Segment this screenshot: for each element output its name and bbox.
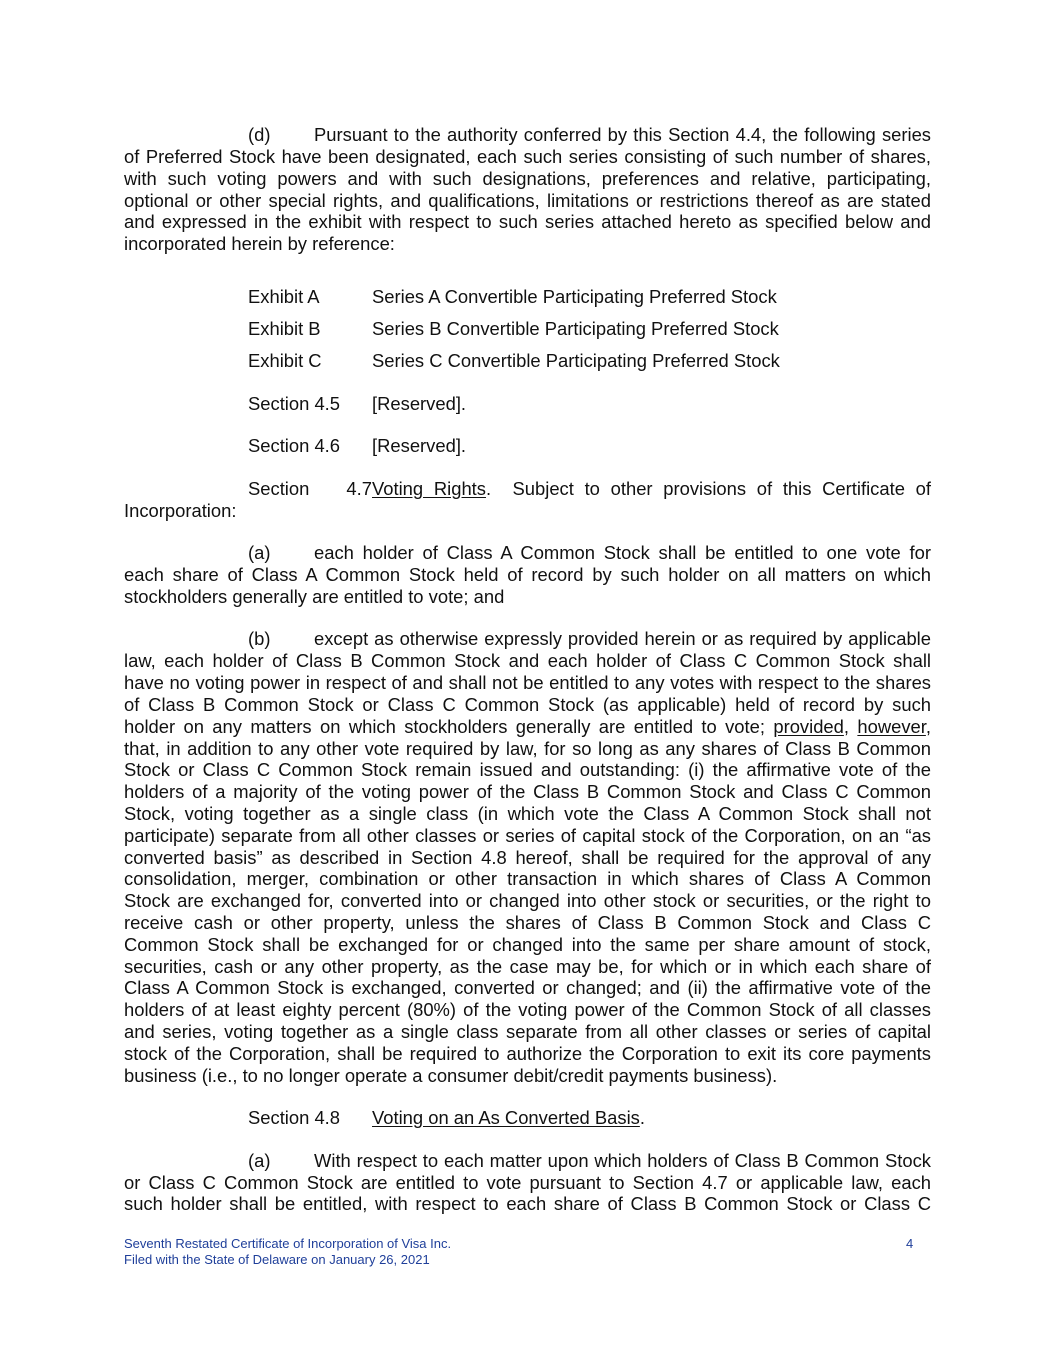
para-d-line-5: and expressed in the exhibit with respect to such series attached hereto as specified below and bbox=[124, 211, 931, 232]
exhibit-row bbox=[248, 286, 931, 308]
para-d-line-6: incorporated herein by reference: bbox=[124, 233, 395, 254]
para-b-line: law, each holder of Class B Common Stock and each holder of Class C Common Stock shall bbox=[124, 650, 931, 671]
para-d-line-3: with such voting powers and with such designations, preferences and relative, participating, bbox=[124, 168, 931, 189]
para-b-line: Stock are exchanged for, converted into or changed into other stock or securities, or the right to bbox=[124, 890, 931, 911]
para-a-line-2: each share of Class A Common Stock held of record by such holder on all matters on which bbox=[124, 564, 931, 585]
section-4-8-label: Section 4.8 bbox=[248, 1107, 341, 1128]
section-4-6: Section 4.6 [Reserved]. bbox=[248, 435, 467, 456]
para-d-line-1: (d) Pursuant to the authority conferred by this Section 4.4, the following series bbox=[248, 124, 931, 145]
para-b-line: of Class B Common Stock or Class C Common Stock (as applicable) held of record by such bbox=[124, 694, 931, 715]
para-b-line: Stock, voting together as a single class (in which vote the Class A Common Stock shall not bbox=[124, 803, 931, 824]
footer-filing-date: Filed with the State of Delaware on January 26, 2021 bbox=[124, 1252, 430, 1267]
para-b-line: have no voting power in respect of and shall not be entitled to any votes with respect to the shares bbox=[124, 672, 931, 693]
para-4-8-a-line-2: or Class C Common Stock are entitled to vote pursuant to Section 4.7 or applicable law, each bbox=[124, 1172, 931, 1193]
exhibit-label: Exhibit A bbox=[248, 286, 320, 307]
para-b-line: participate) separate from all other classes or series of capital stock of the Corporation, on an “as bbox=[124, 825, 931, 846]
para-b-line: receive cash or other property, unless the shares of Class B Common Stock and Class C bbox=[124, 912, 931, 933]
para-a-label: (a) bbox=[248, 542, 271, 563]
para-4-8-a-line-3: such holder shall be entitled, with respect to each share of Class B Common Stock or Class C bbox=[124, 1193, 931, 1214]
para-4-8-a-label: (a) bbox=[248, 1150, 271, 1171]
para-b-line-provided: holder on any matters on which stockholders generally are entitled to vote; provided, however, bbox=[124, 716, 931, 737]
para-b-line: stock of the Corporation, shall be required to authorize the Corporation to exit its core payments bbox=[124, 1043, 931, 1064]
exhibit-row bbox=[248, 318, 931, 340]
para-a-line-1: (a) each holder of Class A Common Stock shall be entitled to one vote for bbox=[248, 542, 931, 563]
section-4-7-line-2: Incorporation: bbox=[124, 500, 237, 521]
exhibit-row bbox=[248, 350, 931, 372]
para-b-line: Class A Common Stock is exchanged, converted or changed; and (ii) the affirmative vote of the bbox=[124, 977, 931, 998]
para-b-line: converted basis” as described in Section 4.8 hereof, shall be required for the approval of any bbox=[124, 847, 931, 868]
however-term: however bbox=[857, 716, 926, 737]
para-b-line: Common Stock shall be exchanged for or changed into the same per share amount of stock, bbox=[124, 934, 931, 955]
para-b-line: and series, voting together as a single class separate from all other classes or series of capital bbox=[124, 1021, 931, 1042]
exhibit-text: Series C Convertible Participating Preferred Stock bbox=[372, 350, 780, 371]
section-4-7-label: Section 4.7 bbox=[248, 478, 372, 499]
para-b-line-1: (b) except as otherwise expressly provided herein or as required by applicable bbox=[248, 628, 931, 649]
para-b-label: (b) bbox=[248, 628, 271, 649]
page-number: 4 bbox=[906, 1236, 914, 1251]
para-4-8-a-line-1: (a) With respect to each matter upon which holders of Class B Common Stock bbox=[248, 1150, 931, 1171]
para-b-line: consolidation, merger, combination or other transaction in which shares of Class A Common bbox=[124, 868, 931, 889]
exhibit-text: Series B Convertible Participating Preferred Stock bbox=[372, 318, 779, 339]
para-b-line: holders of a majority of the voting power of the Class B Common Stock and Class C Common bbox=[124, 781, 931, 802]
para-d-label: (d) bbox=[248, 124, 271, 145]
para-b-line: that, in addition to any other vote required by law, for so long as any shares of Class B Common bbox=[124, 738, 931, 759]
section-4-8-heading: Voting on an As Converted Basis bbox=[372, 1107, 640, 1128]
section-4-7-heading-line: Section 4.7Voting Rights. Subject to other provisions of this Certificate of bbox=[248, 478, 931, 499]
exhibit-text: Series A Convertible Participating Preferred Stock bbox=[372, 286, 777, 307]
footer-title: Seventh Restated Certificate of Incorporation of Visa Inc. bbox=[124, 1236, 452, 1251]
section-4-8-heading-line: Section 4.8 Voting on an As Converted Basis. bbox=[248, 1107, 645, 1128]
provided-term: provided bbox=[773, 716, 844, 737]
para-a-line-3: stockholders generally are entitled to vote; and bbox=[124, 586, 505, 607]
para-b-line: securities, cash or any other property, as the case may be, for which or in which each share of bbox=[124, 956, 931, 977]
para-b-line-last: business (i.e., to no longer operate a consumer debit/credit payments business). bbox=[124, 1065, 778, 1086]
section-4-7-heading: Voting Rights bbox=[372, 478, 486, 499]
para-b-line: holders of at least eighty percent (80%) of the voting power of the Common Stock of all classes bbox=[124, 999, 931, 1020]
section-4-5: Section 4.5 [Reserved]. bbox=[248, 393, 467, 414]
para-d-line-2: of Preferred Stock have been designated, each such series consisting of such number of shares, bbox=[124, 146, 931, 167]
exhibit-label: Exhibit B bbox=[248, 318, 321, 339]
exhibit-label: Exhibit C bbox=[248, 350, 322, 371]
para-d-line-4: optional or other special rights, and qualifications, limitations or restrictions thereof as are stated bbox=[124, 190, 931, 211]
para-b-line: Stock or Class C Common Stock remain issued and outstanding: (i) the affirmative vote of the bbox=[124, 759, 931, 780]
